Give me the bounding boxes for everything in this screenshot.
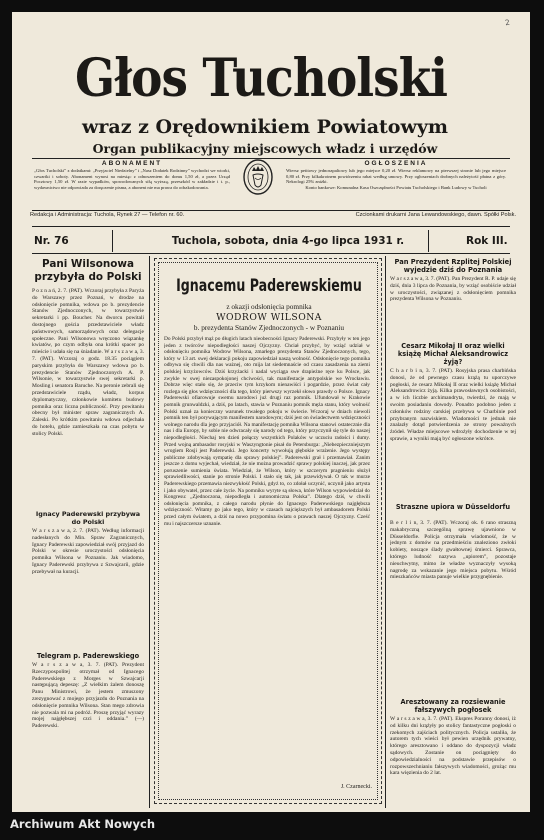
ogloszenia-text: Wiersz petitowy jednoszpaltowy lub jego miejsce 0,20 zł. Wiersz reklamowy na pierwszej stronie lub jego miejsce 0,80 zł. Przy kilkakrotnem powtórzeniu rabat według umowy. Przy ogłoszeniach drobnych należytość płatna z góry. Nekrologi 25% zniżki. <box>286 168 506 185</box>
left-article-wilsonowa: P o z n a ń, 2. 7. (PAT). Wczoraj przybyła z Paryża do Warszawy przez Poznań, w drodze na odsłonięcie pomnika, wdowa po b. prezydencie Stanów Zjednoczonych, w towarzystwie sekretarki i pp. Boucher. Na dworcu powitali dostojnego gościa przedstawiciele władz państwowych, samorządowych oraz delegacje społeczne. Pani Wilsonowa wręczono wiązankę kwiatów, po czym odbyła ona krótki spacer po mieście i udała się na śniadanie. W a r s z a w a, 3. 7. (PAT). Wczoraj o godz. 18.35 pociągiem paryskim przybyła do Warszawy wdowa po b. prezydencie Stanów Zjednoczonych A. P. Wilsonie, w towarzystwie swej sekretarki p. Mosling i senatora Baruche. Na peronie zebrali się przedstawiciele rządu, władz, korpus dyplomatyczny, członkowie komitetu budowy pomnika oraz liczna publiczność. Przy powitaniu obecny był minister spraw zagranicznych A. Zaleski. Po krótkim powitaniu wdowa odjechała do hotelu, gdzie zamieszkała na czas pobytu w stolicy Polski. <box>32 288 144 437</box>
masthead-subtitle: wraz z Orędownikiem Powiatowym <box>82 116 448 138</box>
abonament-heading: ABONAMENT <box>101 160 163 167</box>
printing-house: Czcionkami drukarni Jana Lewandowskiego, dawn. Spółki Polsk. <box>355 212 516 218</box>
newspaper-page <box>12 12 530 812</box>
redakcja-address: Redakcja i Administracja: Tuchola, Rynek 27 — Telefon nr. 60. <box>30 212 185 218</box>
right-headline-dusseldorf: Straszne upiora w Düsseldorfu <box>395 503 511 511</box>
right-headline-arrest: Aresztowany za rozsiewanie fałszywych pogłosek <box>400 698 506 714</box>
right-headline-president: Pan Prezydent Rzplitej Polskiej wyjedzie dziś do Poznania <box>394 258 512 275</box>
archive-label: Archiwum Akt Nowych <box>10 817 156 831</box>
ogloszenia-box <box>286 160 506 208</box>
left-headline-wilsonowa: Pani Wilsonowa przybyła do Polski <box>34 258 142 283</box>
center-signature: J. Czarnecki. <box>340 784 372 790</box>
masthead-organ-line: Organ publikacyjny miejscowych władz i urzędów <box>92 141 438 156</box>
issue-number: Nr. 76 <box>34 235 69 247</box>
left-article-telegram: W a r s z a w a, 3. 7. (PAT). Prezydent Rzeczypospolitej otrzymał od Ignacego Paderewskiego z Morges w Szwajcarji następującą depeszę: „Z wielkim żalem donoszę Panu Ministrowi, że jestem zmuszony zrezygnować z mojego przyjazdu do Poznania na odsłonięcie pomnika Wilsona. Stan mego zdrowia nie pozwala mi na podróż. Proszę przyjąć wyrazy mojej najgłębszej czci i oddania.” (—) Paderewski. <box>32 662 144 730</box>
center-subline-1: z okazji odsłonięcia pomnika <box>226 302 312 311</box>
left-article-paderewski-arrival: W a r s z a w a, 2. 7. (PAT). Według informacji nadesłanych do Min. Spraw Zagranicznych, Ignacy Paderewski zapowiedział swój przyjazd do Polski w okresie uroczystości odsłonięcia pomnika Wilsona w Poznaniu. Jak wiadomo, Ignacy Paderewski przybywa z Szwajcarii, gdzie przebywał na kuracji. <box>32 528 144 575</box>
center-subline-2: b. prezydenta Stanów Zjednoczonych - w Poznaniu <box>193 323 345 332</box>
archive-pencil-mark: 2 <box>504 17 511 28</box>
left-headline-telegram: Telegram p. Paderewskiego <box>36 652 140 660</box>
issue-year: Rok III. <box>466 235 508 247</box>
masthead-title: Głos Tucholski <box>74 51 448 107</box>
crest-icon <box>238 156 278 196</box>
archive-footer <box>0 812 544 840</box>
right-article-dusseldorf: B e r l i n, 3. 7. (PAT). Wczoraj ok. 6 rano straszną makabryczną szczególną sprawę ujawniono w Düsseldorfie. Policja otrzymała wiadomość, że w jednym z domów na przedmieściu znaleziono zwłoki kobiety, noszące ślady gwałtownej śmierci. Sprawca, którego ludność nazywa „upiorem”, pozostaje nieuchwytny, mimo że władze wyznaczyły wysoką nagrodę za wskazanie jego miejsca pobytu. Wśród mieszkańców miasta panuje wielkie przygnębienie. <box>390 520 516 581</box>
right-headline-tsar: Cesarz Mikołaj II oraz wielki książę Michał Aleksandrowicz żyją? <box>397 342 509 366</box>
center-subline-name: WODROW WILSONA <box>216 312 322 323</box>
right-article-tsar: C h a r b i n, 3. 7. (PAT). Rosyjska prasa charbińska donosi, że od pewnego czasu krążą tu uporczywe pogłoski, że cesarz Mikołaj II oraz wielki książę Michał Aleksandrowicz żyją. Kilka prawosławnych osobistości, a w ich liczbie archimandryta, twierdzi, że mają w swoim posiadaniu dowody. Ponadto podobno jeden z członków rodziny carskiej przebywa w Charbinie pod przybranym nazwiskiem. Wiadomości te jednak nie znalazły dotąd potwierdzenia ze strony poważnych źródeł. Władze miejscowe wdrożyły dochodzenie w tej sprawie, a wyniki mają być ogłoszone wkrótce. <box>390 368 516 442</box>
abonament-box <box>34 160 230 208</box>
ogloszenia-heading: OGŁOSZENIA <box>364 160 428 167</box>
left-headline-paderewski-arrival: Ignacy Paderewski przybywa do Polski <box>35 510 141 526</box>
center-article-body: Do Polski przybył mąż po długich latach nieobecności Ignacy Paderewski. Przybyły w ten jego jeden z twórców niepodległości naszej Ojczyzny. Chciał przybyć, by wziąć udział w odsłonięciu pomnika Wodrow Wilsona, zmarłego prezydenta Stanów Zjednoczonych, tego, który w 13 art. swej deklaracji pokoju zapowiedział naszą wolność. Odsłonięcie tego pomnika odbywa się chwili dla nas ważnej, oto mija lat siedemnaście od czasu zasadzenia na ziemi polskiej krzyżowców. Dziś krzyżacki i nadal wyciąga swe drapieżne ręce ku Polsce, jak zwykle w swej niezaspokojonej chciwości, tak manifestacje antypolskie we Wrocławiu. Dobrze więc stało się, że przeciw tym krzykom nienawiści i pogardzie, przez świat cały rozlega się głos wdzięczności dla tego, który pierwszy wyrzekł słowo prawdy o Polsce. Ignacy Paderewski ofiarowuje swemu narodowi już drugi raz pomnik. Ufundował w Krakowie pomnik grunwaldzki, a dziś, po latach, stawia w Poznaniu pomnik męża stanu, który wolność Polski uznał za konieczny warunek trwałego pokoju w świecie. Wczoraj w dniach niewoli pomnik ten był porywającym manifestem narodowym; dziś jest on świadectwem wdzięczności wolnego narodu dla jego przyjaciół. Na manifestację pomnika Wilsona stanowi ostatecznie dla nas i dla Europy, by sobie nie odwracały się narody od tego, który przyczynił się tyle do naszej niepodległości. Niechaj ten dzień połączy wszystkich Polaków w uczuciu radości i dumy. Przed wojną ambasador rosyjski w Waszyngtonie pisał do Petersburga: „Niebezpieczniejszym wrogiem Rosji jest Paderewski. Jego koncerty wywołują głębokie wrażenie. Jego występy publiczne zdobywają sympatię dla sprawy polskiej”. Paderewski grał i przemawiał. Zanim jeszcze z domu wyjechał, wiedział, że nie można prowadzić sprawy polskiej inaczej, jak przez poruszenie sumienia świata. Wiedział, że Wilson, który w szczerym pragnieniu służył sprawiedliwości, stanie po stronie Polski. I stało się tak, jak przewidywał. O tak w murze Paderewskiego przemawia niezwykłość Polski, gdyż to, co zdołał uczynić, uczynił jako artysta i jako obywatel, przez całe życie. Na pomniku wyryte są słowa, które Wilson wypowiedział do Kongresu: „Zjednoczona, niepodległa i autonomiczna Polska”. Dlatego dziś, w chwili odsłonięcia pomnika, z całego narodu płynie do Ignacego Paderewskiego najgłębsza wdzięczność. Witamy go jako tego, który w czasach najcięższych był ambasadorem Polski przed całym światem, a dziś na nowo przypomina światu o prawach naszej Ojczyzny. Cześć mu i najszczersze uznanie. <box>164 336 370 527</box>
publisher-info-row <box>30 212 520 219</box>
issue-header-row <box>30 230 514 252</box>
right-article-president: W a r s z a w a, 3. 7. (PAT). Pan Prezydent R. P. udaje się dziś, dnia 3 lipca do Poznania, by wziąć osobiście udział w uroczystości, związanej z odsłonięciem pomnika prezydenta Wilsona w Poznaniu. <box>390 276 516 303</box>
abonament-text: „Głos Tucholski” z dodatkami: „Przyjaciel Niedzielny” i „Nasz Dodatek Rodzinny” wychodzi we wtorki, czwartki i soboty. Abonament wynosi na miesiąc z odnoszeniem do domu 1,50 zł, a przez Urząd Pocztowy 1,50 zł. W razie wypadków, spowodowanych siłą wyższą, przeszkód w zakładzie i t. p., wydawnictwo nie odpowiada za doręczenie pisma, a abonent nie ma prawa do odszkodowania. <box>34 168 230 190</box>
issue-place-date: Tuchola, sobota, dnia 4-go lipca 1931 r. <box>171 235 405 247</box>
center-headline: Ignacemu Paderewskiemu <box>176 275 362 296</box>
konto-text: Konto bankowe: Komunalna Kasa Oszczędności Powiatu Tucholskiego i Bank Ludowy w Tucholi <box>305 184 487 190</box>
right-article-arrest: W a r s z a w a, 3. 7. (PAT). Ekspres Poranny donosi, iż od kilku dni krążyły po stolicy fantastyczne pogłoski o rzekomych zajściach politycznych. Policja ustaliła, że autorem tych wieści był pewien urzędnik prywatny, którego aresztowano i oddano do dyspozycji władz sądowych. Zostanie on pociągnięty do odpowiedzialności na podstawie przepisów o rozpowszechnianiu fałszywych wiadomości, grożąc mu kara więzienia do 2 lat. <box>390 716 516 777</box>
